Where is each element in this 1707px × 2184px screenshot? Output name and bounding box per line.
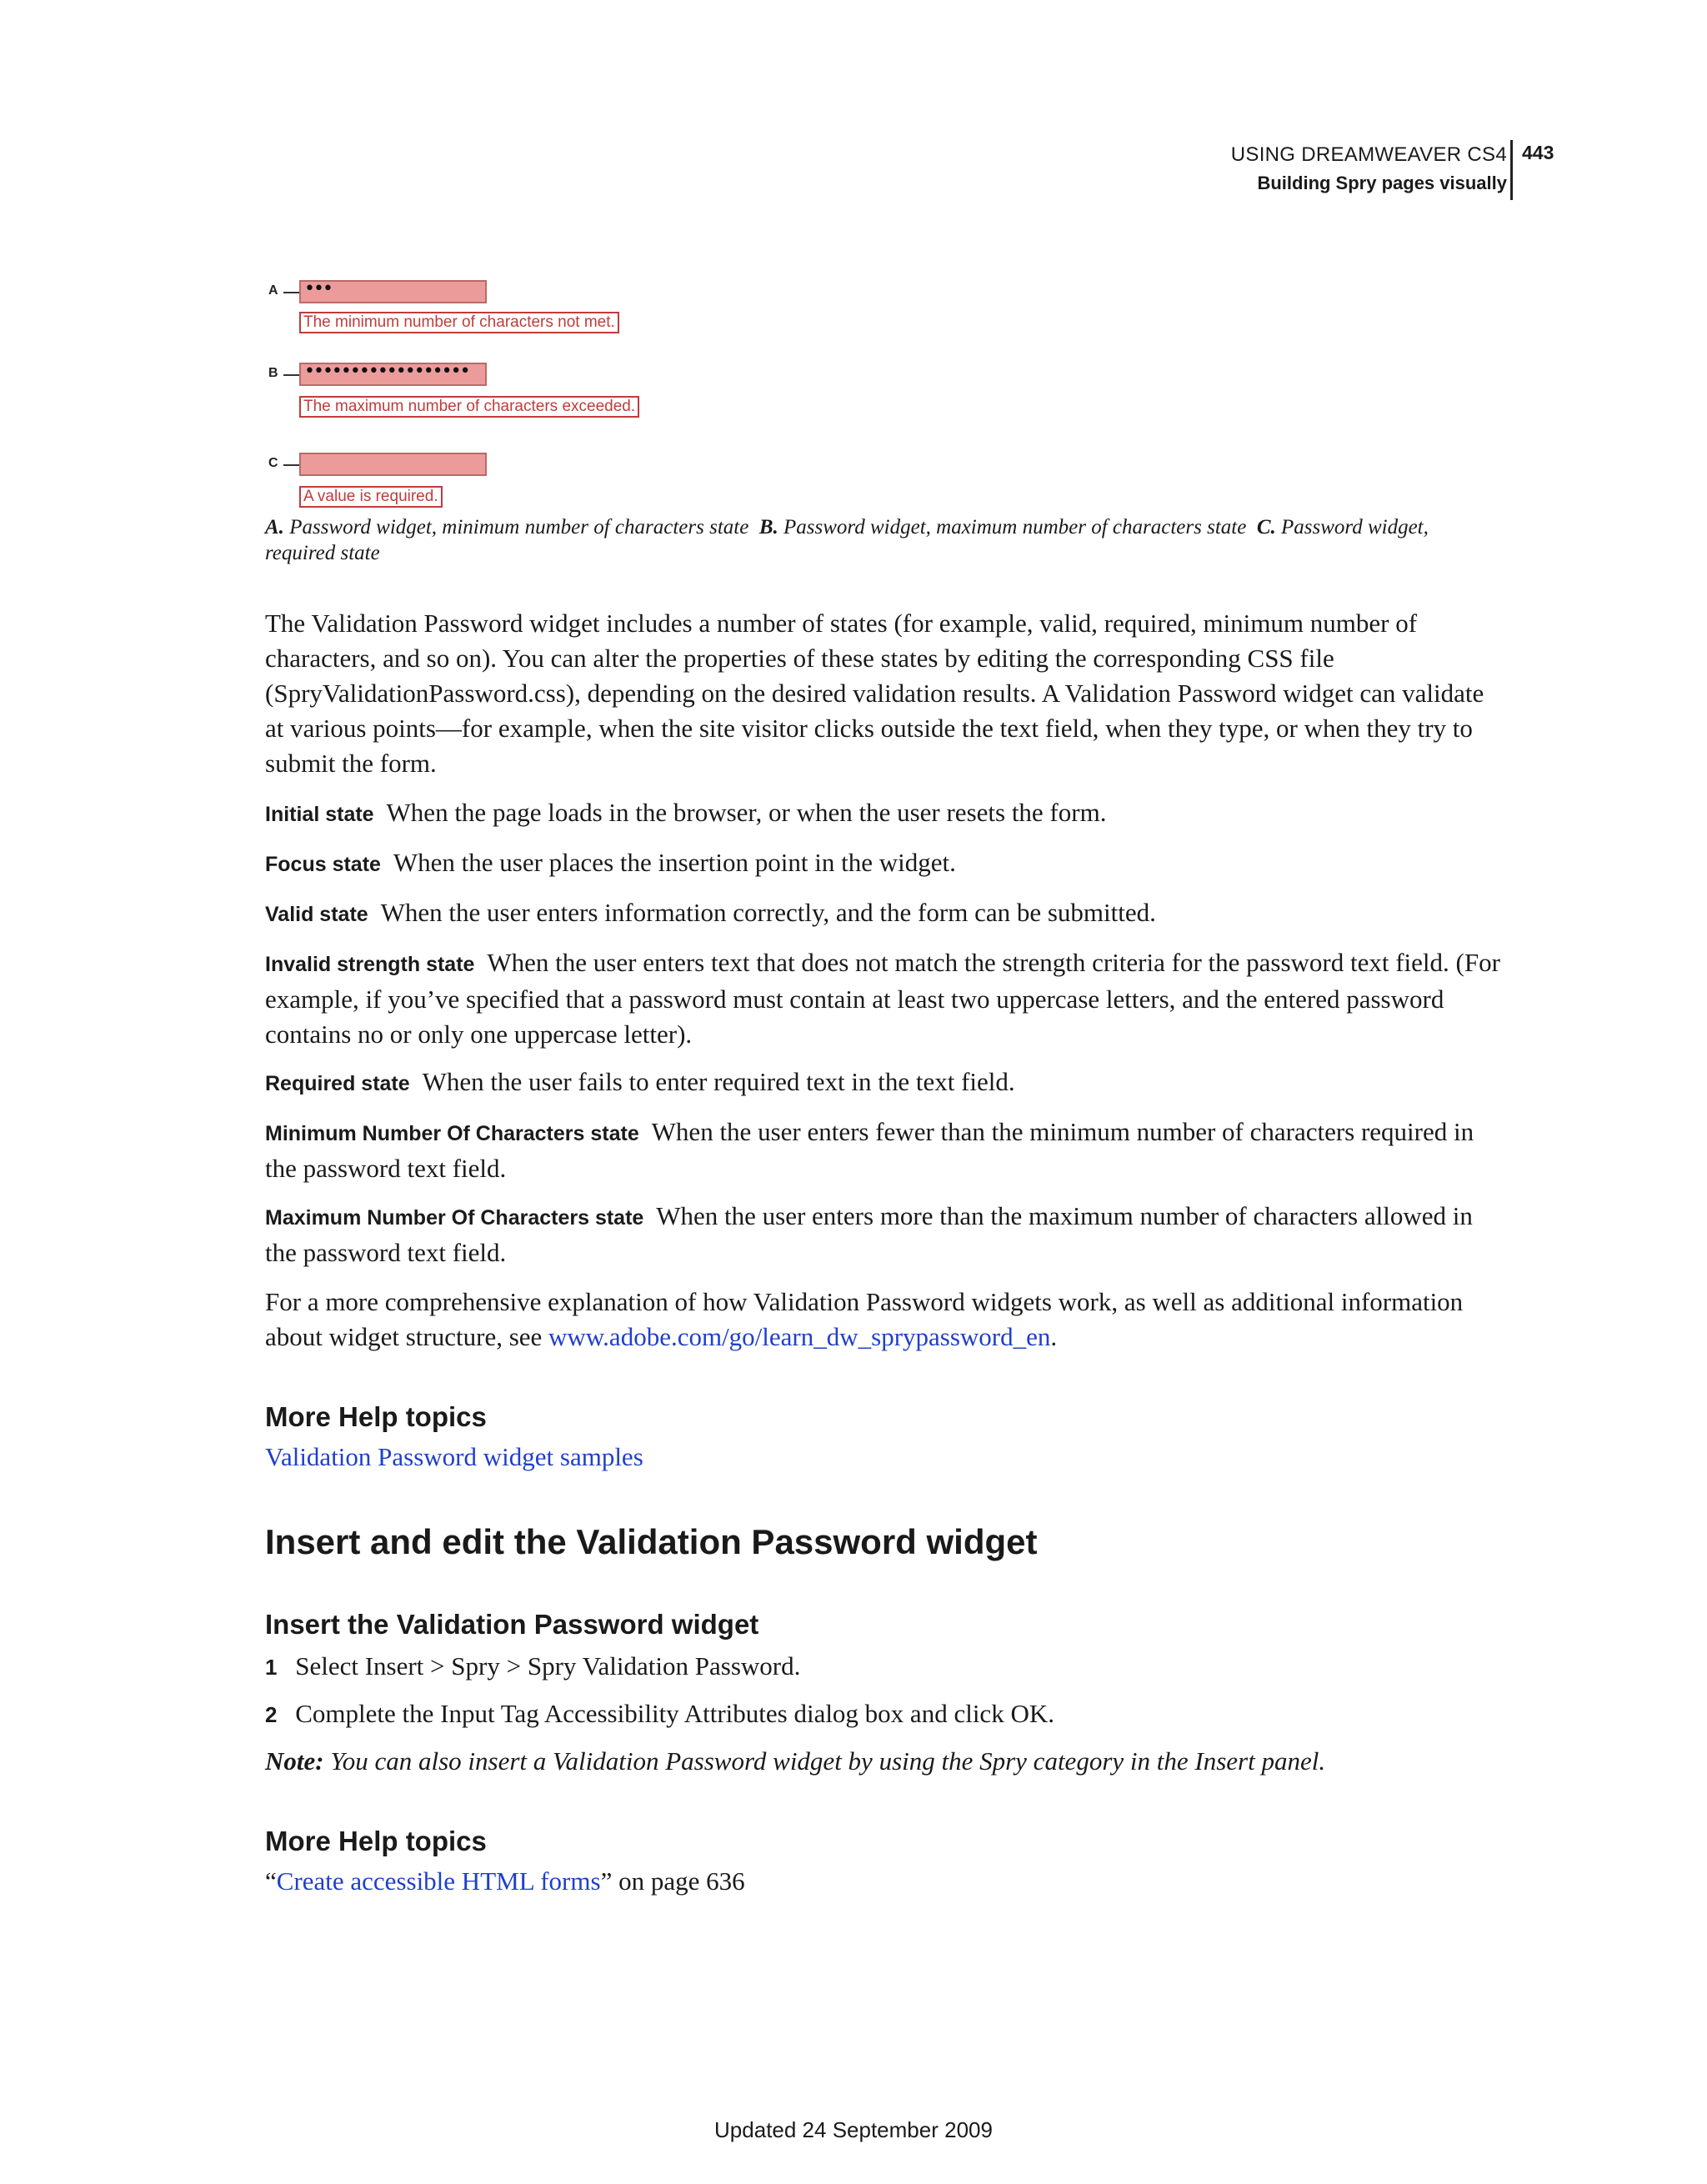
validation-password-samples-link[interactable]: Validation Password widget samples xyxy=(265,1442,643,1471)
open-quote: “ xyxy=(265,1866,277,1896)
page-reference: ” on page 636 xyxy=(600,1866,745,1896)
figure-label-b: B xyxy=(268,366,278,380)
sprypassword-link[interactable]: www.adobe.com/go/learn_dw_sprypassword_en xyxy=(548,1322,1051,1351)
more-help-heading-1: More Help topics xyxy=(265,1401,487,1432)
more-info-paragraph xyxy=(265,1285,1503,1355)
more-help-heading-2: More Help topics xyxy=(265,1826,487,1856)
state-term: Invalid strength state xyxy=(265,953,475,976)
state-initial xyxy=(265,795,1503,832)
step-1 xyxy=(265,1649,1503,1685)
caption-text-a: Password widget, minimum number of characters state xyxy=(289,516,749,538)
state-term: Valid state xyxy=(265,903,368,926)
password-dots-a: ••• xyxy=(304,278,332,299)
page-number: 443 xyxy=(1522,142,1554,163)
step-number: 2 xyxy=(265,1702,278,1727)
caption-text-b: Password widget, maximum number of characters state xyxy=(783,516,1247,538)
step-text: Complete the Input Tag Accessibility Attributes dialog box and click OK. xyxy=(295,1699,1054,1728)
subsection-heading: Insert the Validation Password widget xyxy=(265,1609,759,1640)
state-desc: When the user enters fewer than the minimum number of characters required in the password text field. xyxy=(265,1117,1474,1183)
state-desc: When the user enters more than the maximum number of characters allowed in the password text field. xyxy=(265,1201,1473,1267)
error-message-c: A value is required. xyxy=(299,486,443,508)
footer-updated: Updated 24 September 2009 xyxy=(714,2117,993,2142)
figure-leader-b xyxy=(283,374,300,376)
state-maximum-characters xyxy=(265,1199,1503,1270)
password-dots-b: •••••••••••••••••• xyxy=(304,361,469,382)
figure-leader-c xyxy=(283,464,300,466)
state-required xyxy=(265,1064,1503,1101)
caption-label-a: A. xyxy=(265,516,284,538)
caption-label-b: B. xyxy=(758,516,778,538)
step-2 xyxy=(265,1696,1503,1732)
figure-caption xyxy=(265,514,1499,566)
create-accessible-forms-link[interactable]: Create accessible HTML forms xyxy=(276,1866,601,1896)
error-message-b: The maximum number of characters exceeded. xyxy=(299,396,639,418)
figure-label-c: C xyxy=(268,456,278,470)
more-info-end: . xyxy=(1050,1322,1058,1351)
state-focus xyxy=(265,845,1503,882)
state-desc: When the user fails to enter required text in the text field. xyxy=(422,1067,1015,1096)
error-message-a: The minimum number of characters not met. xyxy=(299,312,619,333)
note-label: Note: xyxy=(265,1746,324,1776)
state-desc: When the user places the insertion point in the widget. xyxy=(393,848,956,877)
state-desc: When the page loads in the browser, or when the user resets the form. xyxy=(386,798,1107,827)
caption-text-c: Password widget, required state xyxy=(265,516,1429,564)
password-field-c xyxy=(299,453,487,476)
intro-paragraph: The Validation Password widget includes a number of states (for example, valid, required, minimum number of characters, and so on). You can alter the properties of these states by editing the corresponding CSS file (SpryValidationPassword.css), depending on the desired validation results. A Validation Password widget can validate at various points—for example, when the site visitor clicks outside the text field, when they type, or when they try to submit the form. xyxy=(265,609,1484,778)
more-info-text: For a more comprehensive explanation of how Validation Password widgets work, as well as additional information about widget structure, see xyxy=(265,1287,1464,1351)
section-heading: Insert and edit the Validation Password widget xyxy=(265,1522,1038,1561)
header-divider xyxy=(1510,140,1513,200)
figure-label-a: A xyxy=(268,283,278,298)
running-header-subtitle: Building Spry pages visually xyxy=(1257,173,1507,193)
state-term: Focus state xyxy=(265,853,381,876)
password-field-b xyxy=(299,363,487,386)
figure-leader-a xyxy=(283,292,300,293)
state-term: Maximum Number Of Characters state xyxy=(265,1206,644,1230)
state-valid xyxy=(265,895,1503,932)
state-desc: When the user enters information correctly, and the form can be submitted. xyxy=(380,898,1156,927)
step-number: 1 xyxy=(265,1655,278,1680)
running-header-title: USING DREAMWEAVER CS4 xyxy=(1230,143,1507,166)
accessible-forms-reference xyxy=(265,1864,1503,1899)
state-term: Initial state xyxy=(265,803,374,826)
state-desc: When the user enters text that does not match the strength criteria for the password text field. (For example, if you’ve specified that a password must contain at least two uppercase letters, and the entered password contains no or only one uppercase letter). xyxy=(265,948,1500,1049)
note xyxy=(265,1744,1503,1779)
state-term: Required state xyxy=(265,1072,410,1095)
step-text: Select Insert > Spry > Spry Validation Password. xyxy=(295,1651,801,1681)
caption-label-c: C. xyxy=(1256,516,1276,538)
password-field-a xyxy=(299,280,487,303)
note-text: You can also insert a Validation Password widget by using the Spry category in the Insert panel. xyxy=(330,1746,1326,1776)
state-invalid-strength xyxy=(265,945,1503,1052)
state-term: Minimum Number Of Characters state xyxy=(265,1122,639,1145)
state-minimum-characters xyxy=(265,1115,1503,1186)
